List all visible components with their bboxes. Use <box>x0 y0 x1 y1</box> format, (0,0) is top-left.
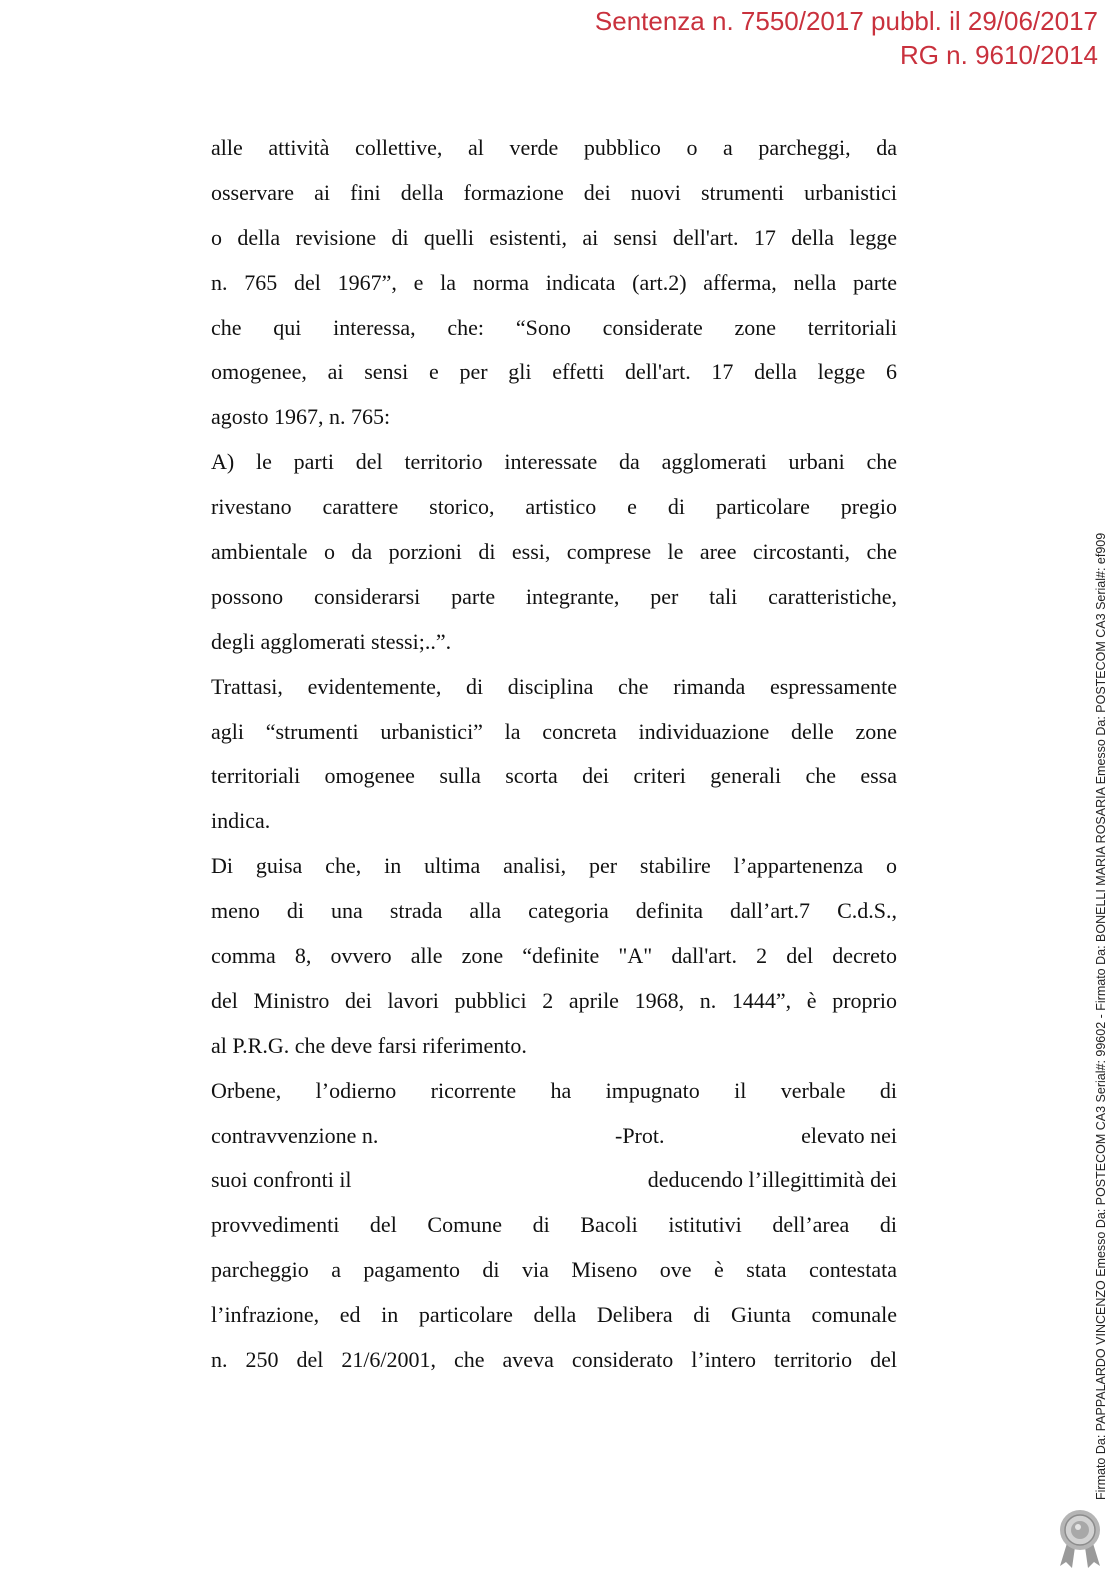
text-line: indica. <box>211 808 271 834</box>
registry-stamp <box>595 4 1098 72</box>
text-line: provvedimenti del Comune di Bacoli istitutivi dell’area di <box>211 1212 897 1238</box>
text-line: ambientale o da porzioni di essi, comprese le aree circostanti, che <box>211 539 897 565</box>
text-line: osservare ai fini della formazione dei nuovi strumenti urbanistici <box>211 179 897 205</box>
text-line: territoriali omogenee sulla scorta dei criteri generali che essa <box>211 763 897 789</box>
sentence-reference: Sentenza n. 7550/2017 pubbl. il 29/06/2017 <box>594 6 1098 36</box>
text-line: A) le parti del territorio interessate da agglomerati urbani che <box>211 449 897 475</box>
text-line: Orbene, l’odierno ricorrente ha impugnato il verbale di <box>211 1077 897 1103</box>
text-fragment: suoi confronti il <box>211 1167 352 1193</box>
case-number: RG n. 9610/2014 <box>899 40 1098 70</box>
redacted-fragment: -Prot. <box>615 1122 665 1148</box>
text-line: parcheggio a pagamento di via Miseno ove è stata contestata <box>211 1257 897 1283</box>
text-line: agli “strumenti urbanistici” la concreta individuazione delle zone <box>211 718 897 744</box>
text-line: degli agglomerati stessi;..”. <box>211 628 452 654</box>
text-line: del Ministro dei lavori pubblici 2 aprile 1968, n. 1444”, è proprio <box>211 987 897 1013</box>
text-line: meno di una strada alla categoria definita dall’art.7 C.d.S., <box>211 898 897 924</box>
digital-signature-seal-icon <box>1054 1506 1106 1570</box>
text-line: Trattasi, evidentemente, di disciplina che rimanda espressamente <box>211 673 897 699</box>
text-line: comma 8, ovvero alle zone “definite "A" dall'art. 2 del decreto <box>211 943 897 969</box>
text-line: omogenee, ai sensi e per gli effetti dell'art. 17 della legge 6 <box>211 359 897 385</box>
text-line: n. 765 del 1967”, e la norma indicata (art.2) afferma, nella parte <box>211 269 897 295</box>
text-fragment: elevato nei <box>801 1122 897 1148</box>
text-line: che qui interessa, che: “Sono considerate zone territoriali <box>211 314 897 340</box>
digital-signature-stamp: Firmato Da: PAPPALARDO VINCENZO Emesso Da: POSTECOM CA3 Serial#: 99602 - Firmato Da: BONELLI MARIA ROSARIA Emesso Da: POSTECOM CA3 Serial#: ef909 <box>1094 532 1108 1500</box>
text-line: l’infrazione, ed in particolare della Delibera di Giunta comunale <box>211 1302 897 1328</box>
text-line: n. 250 del 21/6/2001, che aveva considerato l’intero territorio del <box>211 1347 897 1373</box>
text-line-redacted <box>211 1114 897 1159</box>
text-line: al P.R.G. che deve farsi riferimento. <box>211 1032 527 1058</box>
text-line: o della revisione di quelli esistenti, ai sensi dell'art. 17 della legge <box>211 224 897 250</box>
text-line: rivestano carattere storico, artistico e di particolare pregio <box>211 494 897 520</box>
text-fragment: deducendo l’illegittimità dei <box>647 1167 897 1193</box>
text-fragment: contravvenzione n. <box>211 1122 379 1148</box>
text-line-redacted <box>211 1158 897 1203</box>
text-line: Di guisa che, in ultima analisi, per stabilire l’appartenenza o <box>211 853 897 879</box>
text-line: possono considerarsi parte integrante, per tali caratteristiche, <box>211 583 897 609</box>
document-body <box>211 126 897 1383</box>
text-line: agosto 1967, n. 765: <box>211 404 391 430</box>
text-line: alle attività collettive, al verde pubblico o a parcheggi, da <box>211 135 897 160</box>
